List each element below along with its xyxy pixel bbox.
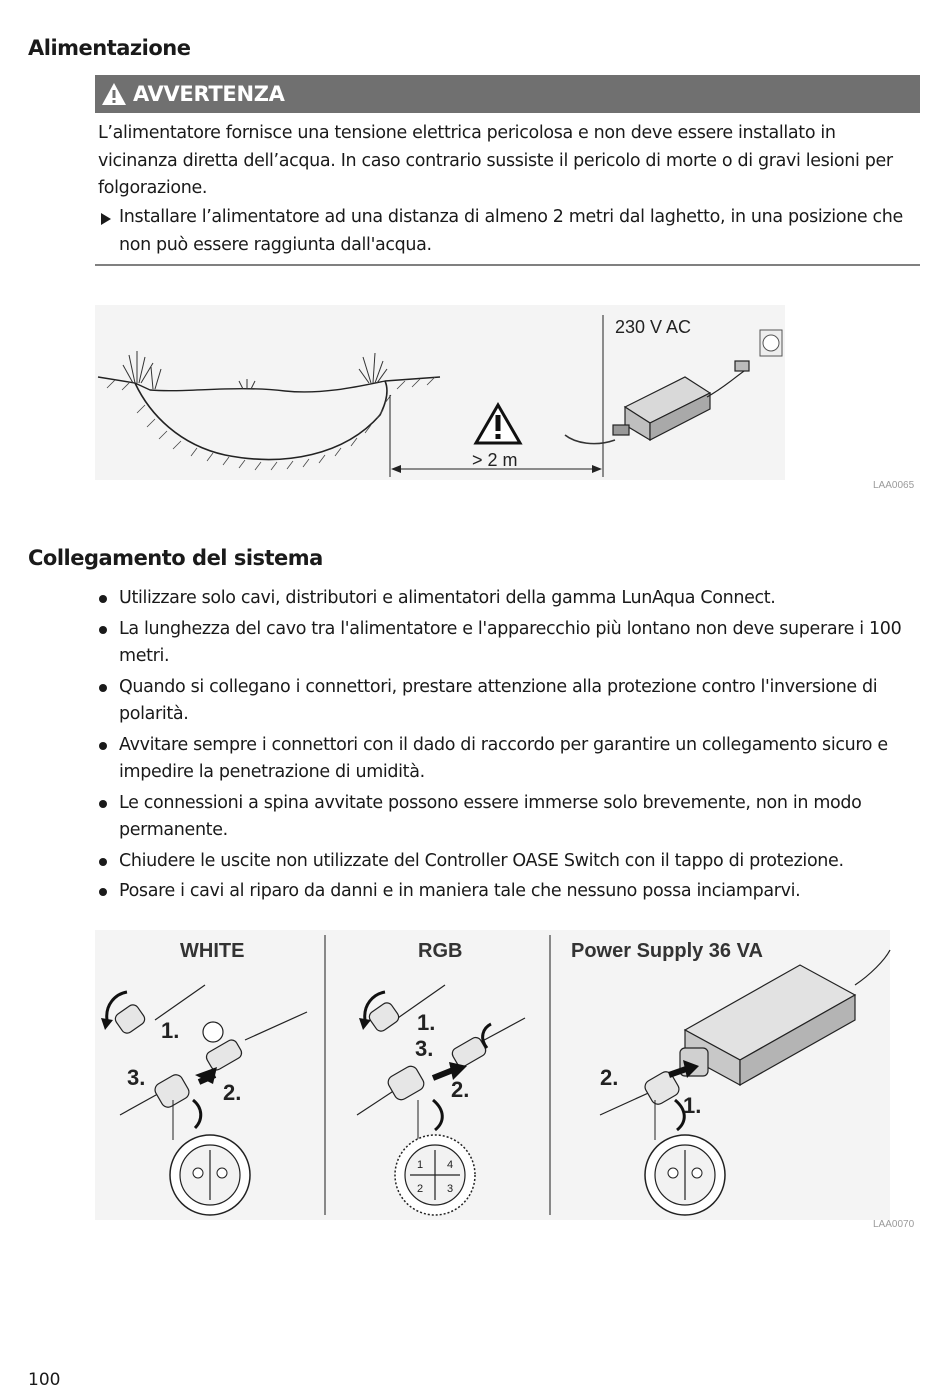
- rgb-pin-1: 1: [417, 1159, 424, 1171]
- panel-title-rgb: RGB: [418, 940, 463, 962]
- list-item-text: Avvitare sempre i connettori con il dado di raccordo per garantire un collegamento sicuro e impedire la penetrazione di umidità.: [119, 734, 888, 782]
- list-item: [98, 848, 918, 876]
- rgb-step-1: 1.: [417, 1010, 436, 1035]
- rgb-pin-3: 3: [447, 1183, 454, 1195]
- list-item-text: Utilizzare solo cavi, distributori e alimentatori della gamma LunAqua Connect.: [119, 588, 776, 608]
- distance-label: > 2 m: [472, 450, 518, 470]
- bullet-dot-icon: [99, 684, 107, 692]
- list-item-text: Le connessioni a spina avvitate possono essere immerse solo brevemente, non in modo permanente.: [119, 792, 862, 840]
- panel-title-power-supply: Power Supply 36 VA: [571, 940, 763, 962]
- white-step-3: 3.: [127, 1065, 146, 1090]
- psu-connector-face-icon: [645, 1135, 725, 1215]
- requirements-list: [98, 585, 918, 909]
- warning-instruction: [98, 204, 908, 259]
- connector-illustration: [95, 930, 920, 1230]
- list-item-text: Posare i cavi al riparo da danni e in maniera tale che nessuno possa inciamparvi.: [119, 881, 801, 901]
- list-item: [98, 585, 918, 613]
- rgb-pin-2: 2: [417, 1183, 424, 1195]
- rgb-step-3: 3.: [415, 1036, 434, 1061]
- list-item-text: La lunghezza del cavo tra l'alimentatore e l'apparecchio più lontano non deve superare i 100 metri.: [119, 618, 902, 666]
- warning-triangle-icon: [101, 82, 127, 106]
- white-step-2: 2.: [223, 1080, 242, 1105]
- panel-title-white: WHITE: [180, 940, 245, 962]
- bullet-dot-icon: [99, 742, 107, 750]
- voltage-label: 230 V AC: [615, 317, 692, 337]
- figure-code-1: LAA0065: [873, 480, 915, 491]
- rgb-pin-4: 4: [447, 1159, 454, 1171]
- rgb-step-2: 2.: [451, 1077, 470, 1102]
- white-step-1: 1.: [161, 1018, 180, 1043]
- psu-step-2: 2.: [600, 1065, 619, 1090]
- warning-text: L’alimentatore fornisce una tensione elettrica pericolosa e non deve essere installato in vicinanza diretta dell’acqua. In caso contrario sussiste il pericolo di morte o di gravi lesioni per folgorazione.: [98, 123, 893, 198]
- white-connector-face-icon: [170, 1135, 250, 1215]
- bullet-dot-icon: [99, 800, 107, 808]
- warning-instruction-text: Installare l’alimentatore ad una distanza di almeno 2 metri dal laghetto, in una posizione che non può essere raggiunta dall'acqua.: [119, 207, 903, 255]
- bullet-dot-icon: [99, 595, 107, 603]
- rgb-connector-face-icon: [395, 1135, 475, 1215]
- warning-label: AVVERTENZA: [133, 82, 285, 106]
- list-item-text: Chiudere le uscite non utilizzate del Controller OASE Switch con il tappo di protezione.: [119, 850, 844, 871]
- bullet-dot-icon: [99, 626, 107, 634]
- list-item: [98, 732, 918, 787]
- list-item: [98, 878, 918, 906]
- section-title-collegamento: Collegamento del sistema: [28, 546, 323, 570]
- section-title-alimentazione: Alimentazione: [28, 36, 191, 60]
- list-item-text: Quando si collegano i connettori, prestare attenzione alla protezione contro l'inversione di polarità.: [119, 676, 878, 724]
- page-number: 100: [28, 1370, 61, 1390]
- list-item: [98, 674, 918, 729]
- bullet-dot-icon: [99, 858, 107, 866]
- pond-distance-illustration: [95, 305, 920, 495]
- instruction-arrow-icon: [101, 213, 111, 225]
- bullet-dot-icon: [99, 888, 107, 896]
- list-item: [98, 616, 918, 671]
- warning-banner: [95, 75, 920, 113]
- list-item: [98, 790, 918, 845]
- warning-divider: [95, 264, 920, 266]
- figure-code-2: LAA0070: [873, 1219, 915, 1230]
- psu-step-1: 1.: [683, 1093, 702, 1118]
